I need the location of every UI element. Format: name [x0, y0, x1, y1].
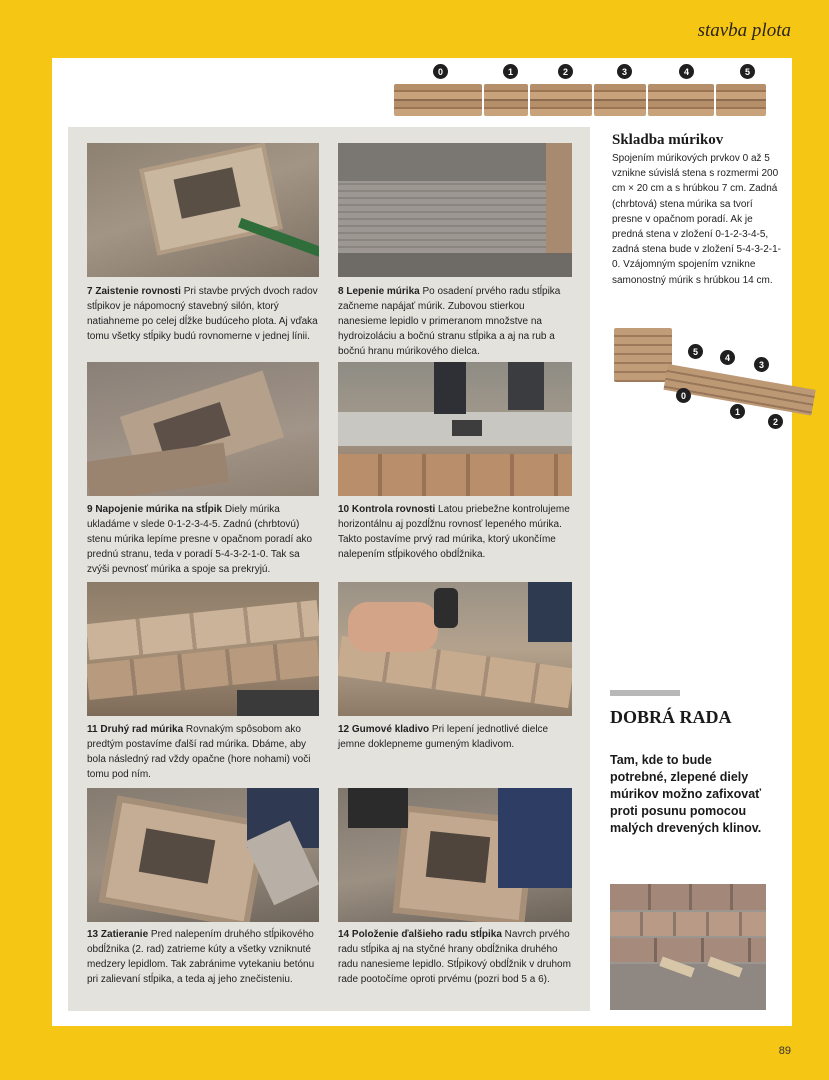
step-8-title: 8 Lepenie múrika [338, 286, 420, 297]
murik-label-2: 2 [768, 414, 783, 429]
step-7-text: Pri stavbe prvých dvoch radov stĺpikov je nápomocný stavebný silón, ktorý natiahneme po celej dĺžke budúceho plota. Aj vďaka tomu všetky stĺpiky budú rovnomerne v jednej línii. [87, 286, 318, 342]
strip-label-3: 3 [617, 64, 632, 79]
tip-title: DOBRÁ RADA [610, 707, 732, 727]
step-7-title: 7 Zaistenie rovnosti [87, 286, 181, 297]
tip-text: Tam, kde to bude potrebné, zlepené diely múrikov možno zafixovať proti posunu pomocou malých drevených klinov. [610, 753, 762, 835]
step-11-text: Rovnakým spôsobom ako predtým postavíme ďalší rad múrika. Dbáme, aby bola následný rad vždy opačne (hore nohami) voči tomu pod ním. [87, 724, 311, 780]
stone-piece-4 [648, 84, 714, 116]
step-12-text: Pri lepení jednotlivé dielce jemne doklepneme gumeným kladivom. [338, 724, 549, 750]
photo-step-13 [87, 788, 319, 922]
photo-step-7 [87, 143, 319, 277]
stone-piece-2 [530, 84, 592, 116]
step-8-caption [338, 284, 574, 359]
photo-step-12 [338, 582, 572, 716]
strip-label-2: 2 [558, 64, 573, 79]
murik-label-3: 3 [754, 357, 769, 372]
step-11-caption [87, 722, 319, 782]
stone-piece-5 [716, 84, 766, 116]
skladba-title: Skladba múrikov [612, 132, 724, 148]
step-13-title: 13 Zatieranie [87, 929, 149, 940]
stone-piece-3 [594, 84, 646, 116]
strip-label-4: 4 [679, 64, 694, 79]
page-number: 89 [778, 1045, 791, 1057]
step-9-caption [87, 502, 319, 577]
photo-step-10 [338, 362, 572, 496]
step-10-title: 10 Kontrola rovnosti [338, 504, 436, 515]
murik-label-0: 0 [676, 388, 691, 403]
step-12-caption [338, 722, 574, 752]
step-7-caption [87, 284, 319, 344]
murik-illustration [608, 320, 823, 430]
step-9-text: Diely múrika ukladáme v slede 0-1-2-3-4-5. Zadnú (chrbtovú) stenu múrika lepíme presne v opačnom poradí ako prednú stranu, teda v poradí 5-4-3-2-1-0. Tak sa zvýši pevnosť múrika a spoje sa prekryjú. [87, 504, 313, 575]
step-14-title: 14 Položenie ďalšieho radu stĺpika [338, 929, 502, 940]
step-13-text: Pred nalepením druhého stĺpikového obdĺžnika (2. rad) zatrieme kúty a všetky vzniknuté medzery lepidlom. Tak zabránime vytekaniu betónu pri zalievaní stĺpika, a teda aj jeho znečisteniu. [87, 929, 315, 985]
step-11-title: 11 Druhý rad múrika [87, 724, 184, 735]
photo-step-11 [87, 582, 319, 716]
strip-label-1: 1 [503, 64, 518, 79]
step-9-title: 9 Napojenie múrika na stĺpik [87, 504, 223, 515]
murik-label-4: 4 [720, 350, 735, 365]
stone-strip [394, 62, 774, 122]
section-title: stavba plota [697, 20, 791, 41]
stone-piece-1 [484, 84, 528, 116]
step-10-text: Latou priebežne kontrolujeme horizontálnu aj pozdĺžnu rovnosť lepeného múrika. Takto postavíme prvý rad múrika, ktorý ukončíme nalepením stĺpikového obdĺžnika. [338, 504, 570, 560]
tip-photo [610, 884, 766, 1010]
step-8-text: Po osadení prvého radu stĺpika začneme napájať múrik. Zubovou stierkou nanesieme lepidlo v primeranom množstve na hydroizoláciu a bočnú stranu stĺpika a aj na rub a bočnú hranu múrikového dielca. [338, 286, 561, 357]
photo-step-8 [338, 143, 572, 277]
skladba-text: Spojením múrikových prvkov 0 až 5 vznikne súvislá stena s rozmermi 200 cm × 20 cm a s hrúbkou 7 cm. Zadná (chrbtová) stena múrika sa tvorí presne v opačnom poradí. Ak je predná stena v zložení 0-1-2-3-4-5, zadná stena bude v zložení 5-4-3-2-1-0. Vzájomným spojením vznikne samonostný múrik s hrúbkou 14 cm. [612, 153, 781, 286]
murik-label-1: 1 [730, 404, 745, 419]
stone-piece-0 [394, 84, 482, 116]
photo-step-14 [338, 788, 572, 922]
photo-step-9 [87, 362, 319, 496]
strip-label-5: 5 [740, 64, 755, 79]
step-14-text: Navrch prvého radu stĺpika aj na styčné hrany obdĺžnika druhého radu nanesieme lepidlo. Stĺpikový obdĺžnik v druhom rade pootočíme oproti prvému (pozri bod 5 a 6). [338, 929, 571, 985]
tip-divider [610, 690, 680, 696]
murik-label-5: 5 [688, 344, 703, 359]
step-12-title: 12 Gumové kladivo [338, 724, 430, 735]
step-13-caption [87, 927, 319, 987]
step-14-caption [338, 927, 574, 987]
strip-label-0: 0 [433, 64, 448, 79]
step-10-caption [338, 502, 574, 562]
